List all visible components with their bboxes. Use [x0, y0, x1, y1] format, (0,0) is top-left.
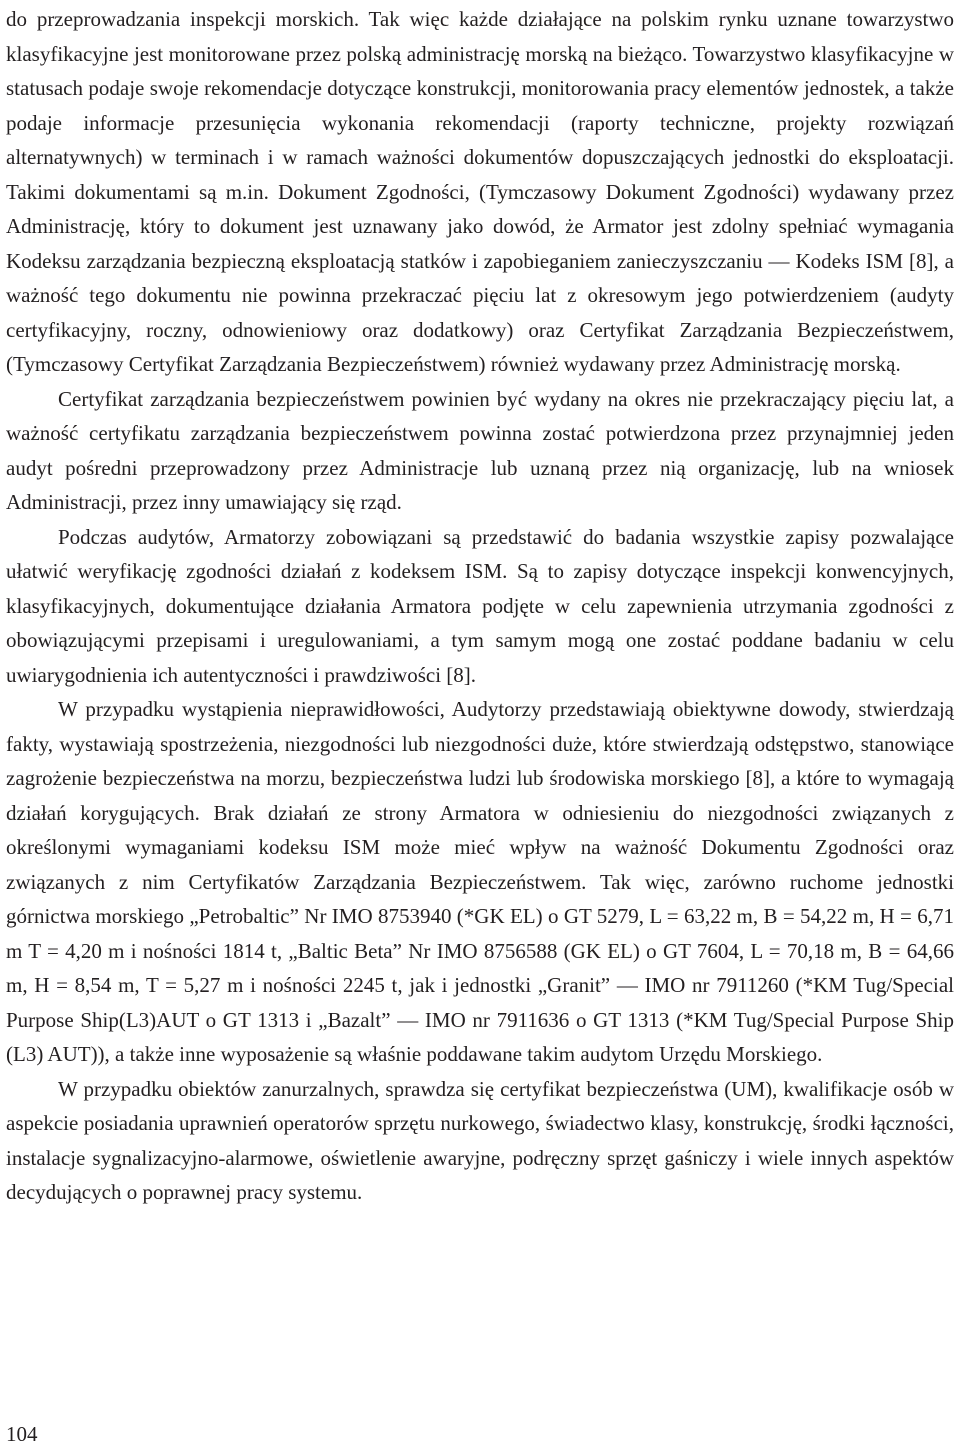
paragraph-submersible-objects: W przypadku obiektów zanurzalnych, sprawdza się certyfikat bezpieczeństwa (UM), kwalifikacje osób w aspekcie posiadania uprawnień operatorów sprzętu nurkowego, świadectwo klasy, konstrukcję, środki łączności, instalacje sygnalizacyjno-alarmowe, oświetlenie awaryjne, podręczny sprzęt gaśniczy i wiele innych aspektów decydujących o poprawnej pracy systemu. — [6, 1076, 954, 1204]
paragraph-irregularities: W przypadku wystąpienia nieprawidłowości, Audytorzy przedstawiają obiektywne dowody, stwierdzają fakty, wystawiają spostrzeżenia, niezgodności lub niezgodności duże, które stwierdzają odstępstwo, stanowiące zagrożenie bezpieczeństwa na morzu, bezpieczeństwa ludzi lub środowiska morskiego [8], a które to wymagają działań korygujących. Brak działań ze strony Armatora w odniesieniu do niezgodności związanych z określonymi wymaganiami kodeksu ISM może mieć wpływ na ważność Dokumentu Zgodności oraz związanych z nim Certyfikatów Zarządzania Bezpieczeństwem. Tak więc, zarówno ruchome jednostki górnictwa morskiego „Petrobaltic” Nr IMO 8753940 (*GK EL) o GT 5279, L = 63,22 m, B = 54,22 m, H = 6,71 m T = 4,20 m i nośności 1814 t, „Baltic Beta” Nr IMO 8756588 (GK EL) o GT 7604, L = 70,18 m, B = 64,66 m, H = 8,54 m, T = 5,27 m i nośności 2245 t, jak i jednostki „Granit” — IMO nr 7911260 (*KM Tug/Special Purpose Ship(L3)AUT o GT 1313 i „Bazalt” — IMO nr 7911636 o GT 1313 (*KM Tug/Special Purpose Ship (L3) AUT)), a także inne wyposażenie są właśnie poddawane takim audytom Urzędu Morskiego. — [6, 697, 954, 1066]
paragraph-audits: Podczas audytów, Armatorzy zobowiązani są przedstawić do badania wszystkie zapisy pozwalające ułatwić weryfikację zgodności działań z kodeksem ISM. Są to zapisy dotyczące inspekcji konwencyjnych, klasyfikacyjnych, dokumentujące działania Armatora podjęte w celu zapewnienia utrzymania zgodności z obowiązującymi przepisami i uregulowaniami, a tym samym mogą one zostać poddane badaniu w celu uwiarygodnienia ich autentyczności i prawdziwości [8]. — [6, 524, 954, 687]
paragraph-certificate-validity: Certyfikat zarządzania bezpieczeństwem powinien być wydany na okres nie przekraczający pięciu lat, a ważność certyfikatu zarządzania bezpieczeństwem powinna zostać potwierdzona przez przynajmniej jeden audyt pośredni przeprowadzony przez Administracje lub uznaną przez nią organizację, lub na wniosek Administracji, przez inny umawiający się rząd. — [6, 386, 954, 514]
page-number: 104 — [6, 1422, 38, 1446]
body-text — [6, 2, 954, 1210]
paragraph-continuation: do przeprowadzania inspekcji morskich. Tak więc każde działające na polskim rynku uznane towarzystwo klasyfikacyjne jest monitorowane przez polską administrację morską na bieżąco. Towarzystwo klasyfikacyjne w statusach podaje swoje rekomendacje dotyczące konstrukcji, monitorowania pracy elementów jednostek, a także podaje informacje przesunięcia wykonania rekomendacji (raporty techniczne, projekty rozwiązań alternatywnych) w terminach i w ramach ważności dokumentów dopuszczających jednostki do eksploatacji. Takimi dokumentami są m.in. Dokument Zgodności, (Tymczasowy Dokument Zgodności) wydawany przez Administrację, który to dokument jest uznawany jako dowód, że Armator jest zdolny spełniać wymagania Kodeksu zarządzania bezpieczną eksploatacją statków i zapobieganiem zanieczyszczaniu — Kodeks ISM [8], a ważność tego dokumentu nie powinna przekraczać pięciu lat z okresowym jego potwierdzeniem (audyty certyfikacyjny, roczny, odnowieniowy oraz dodatkowy) oraz Certyfikat Zarządzania Bezpieczeństwem, (Tymczasowy Certyfikat Zarządzania Bezpieczeństwem) również wydawany przez Administrację morską. — [6, 7, 954, 376]
